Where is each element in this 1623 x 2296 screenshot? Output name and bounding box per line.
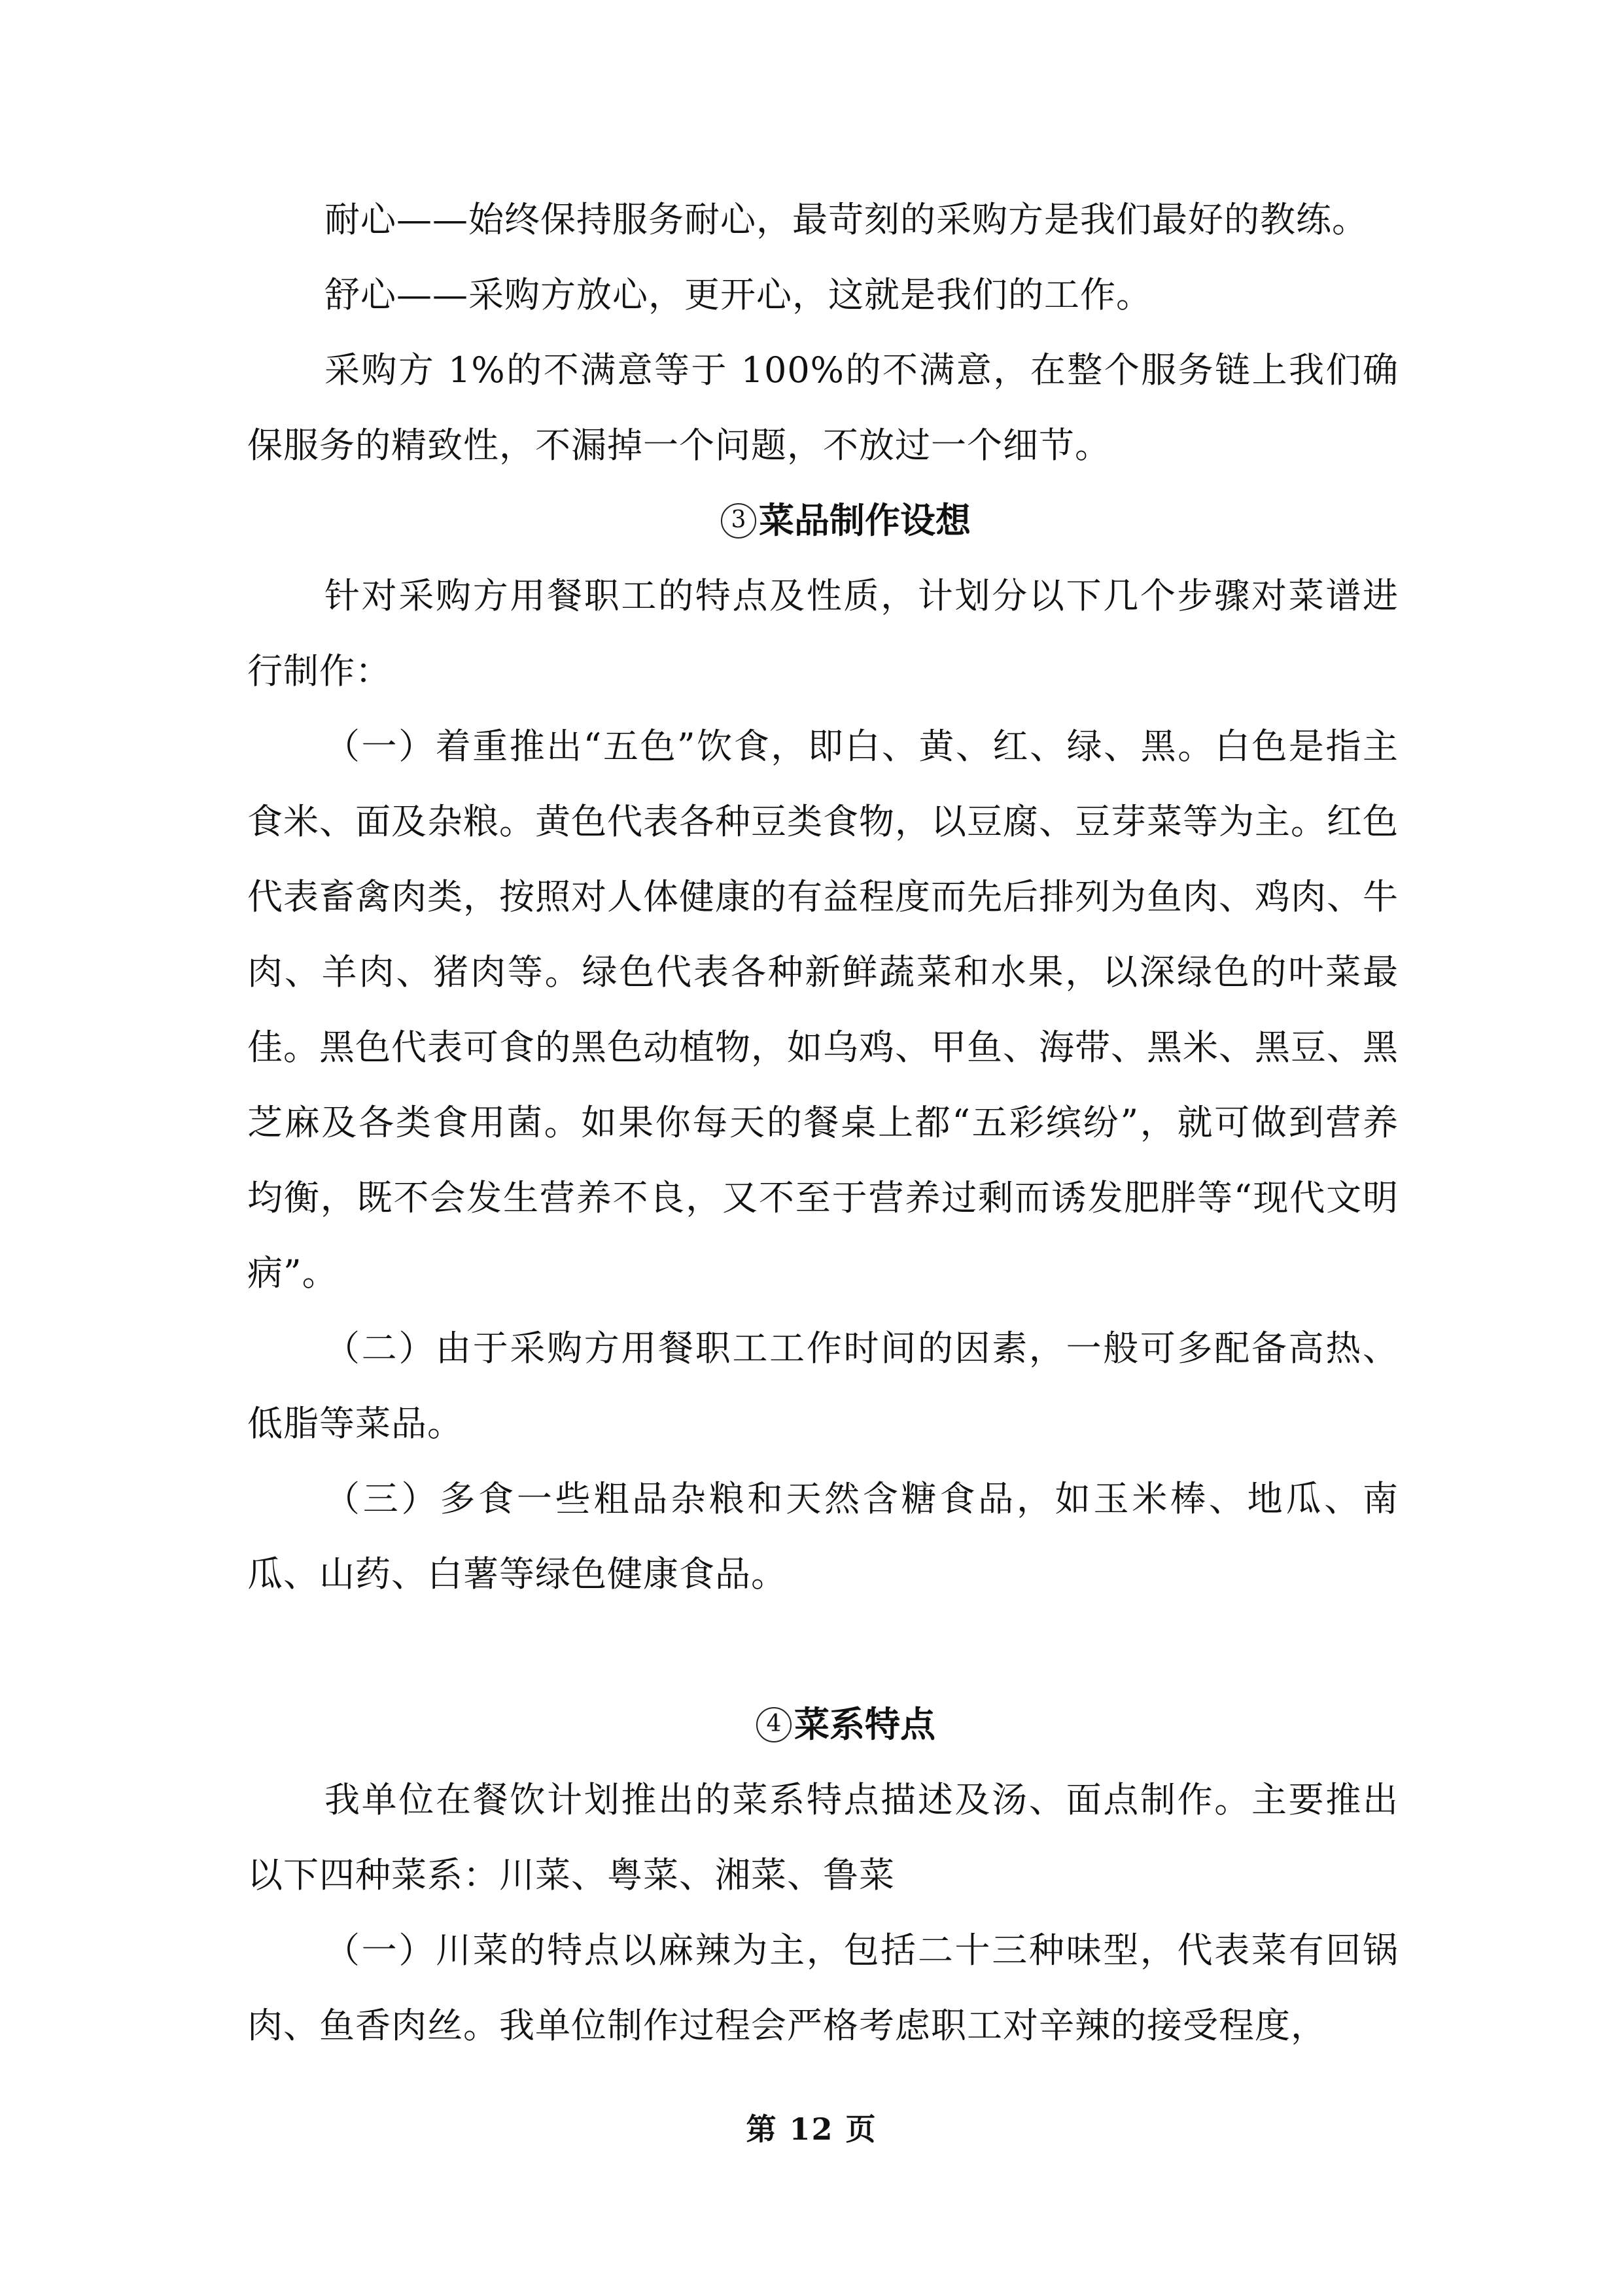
section-3-item-3: （三）多食一些粗品杂粮和天然含糖食品，如玉米棒、地瓜、南瓜、山药、白薯等绿色健康食品。 (247, 1478, 1399, 1595)
section-3-number: 3 (721, 503, 756, 539)
paragraph-patience: 耐心——始终保持服务耐心，最苛刻的采购方是我们最好的教练。 (324, 199, 1368, 240)
spacer (247, 1612, 1399, 1687)
page-number: 第 12 页 (746, 2111, 877, 2147)
section-4-title: 菜系特点 (794, 1703, 935, 1745)
section-3-item-1: （一）着重推出“五色”饮食，即白、黄、红、绿、黑。白色是指主食米、面及杂粮。黄色代表各种豆类食物，以豆腐、豆芽菜等为主。红色代表畜禽肉类，按照对人体健康的有益程度而先后排列为鱼肉、鸡肉、牛肉、羊肉、猪肉等。绿色代表各种新鲜蔬菜和水果，以深绿色的叶菜最佳。黑色代表可食的黑色动植物，如乌鸡、甲鱼、海带、黑米、黑豆、黑芝麻及各类食用菌。如果你每天的餐桌上都“五彩缤纷”，就可做到营养均衡，既不会发生营养不良，又不至于营养过剩而诱发肥胖等“现代文明病”。 (247, 726, 1399, 1294)
document-body (247, 182, 1399, 2063)
section-4-number: 4 (756, 1707, 792, 1742)
section-4-intro: 我单位在餐饮计划推出的菜系特点描述及汤、面点制作。主要推出以下四种菜系：川菜、粤菜、湘菜、鲁菜 (247, 1779, 1399, 1896)
section-4-heading (247, 1687, 1399, 1762)
section-3-title: 菜品制作设想 (759, 499, 971, 541)
section-3-item-2: （二）由于采购方用餐职工工作时间的因素，一般可多配备高热、低脂等菜品。 (247, 1328, 1399, 1444)
section-4-item-1: （一）川菜的特点以麻辣为主，包括二十三种味型，代表菜有回锅肉、鱼香肉丝。我单位制作过程会严格考虑职工对辛辣的接受程度， (247, 1930, 1399, 2046)
paragraph-satisfaction: 采购方 1%的不满意等于 100%的不满意，在整个服务链上我们确保服务的精致性，不漏掉一个问题，不放过一个细节。 (247, 349, 1399, 466)
paragraph-comfort: 舒心——采购方放心，更开心，这就是我们的工作。 (324, 274, 1152, 315)
section-3-intro: 针对采购方用餐职工的特点及性质，计划分以下几个步骤对菜谱进行制作： (247, 575, 1399, 692)
section-3-heading (247, 483, 1399, 558)
